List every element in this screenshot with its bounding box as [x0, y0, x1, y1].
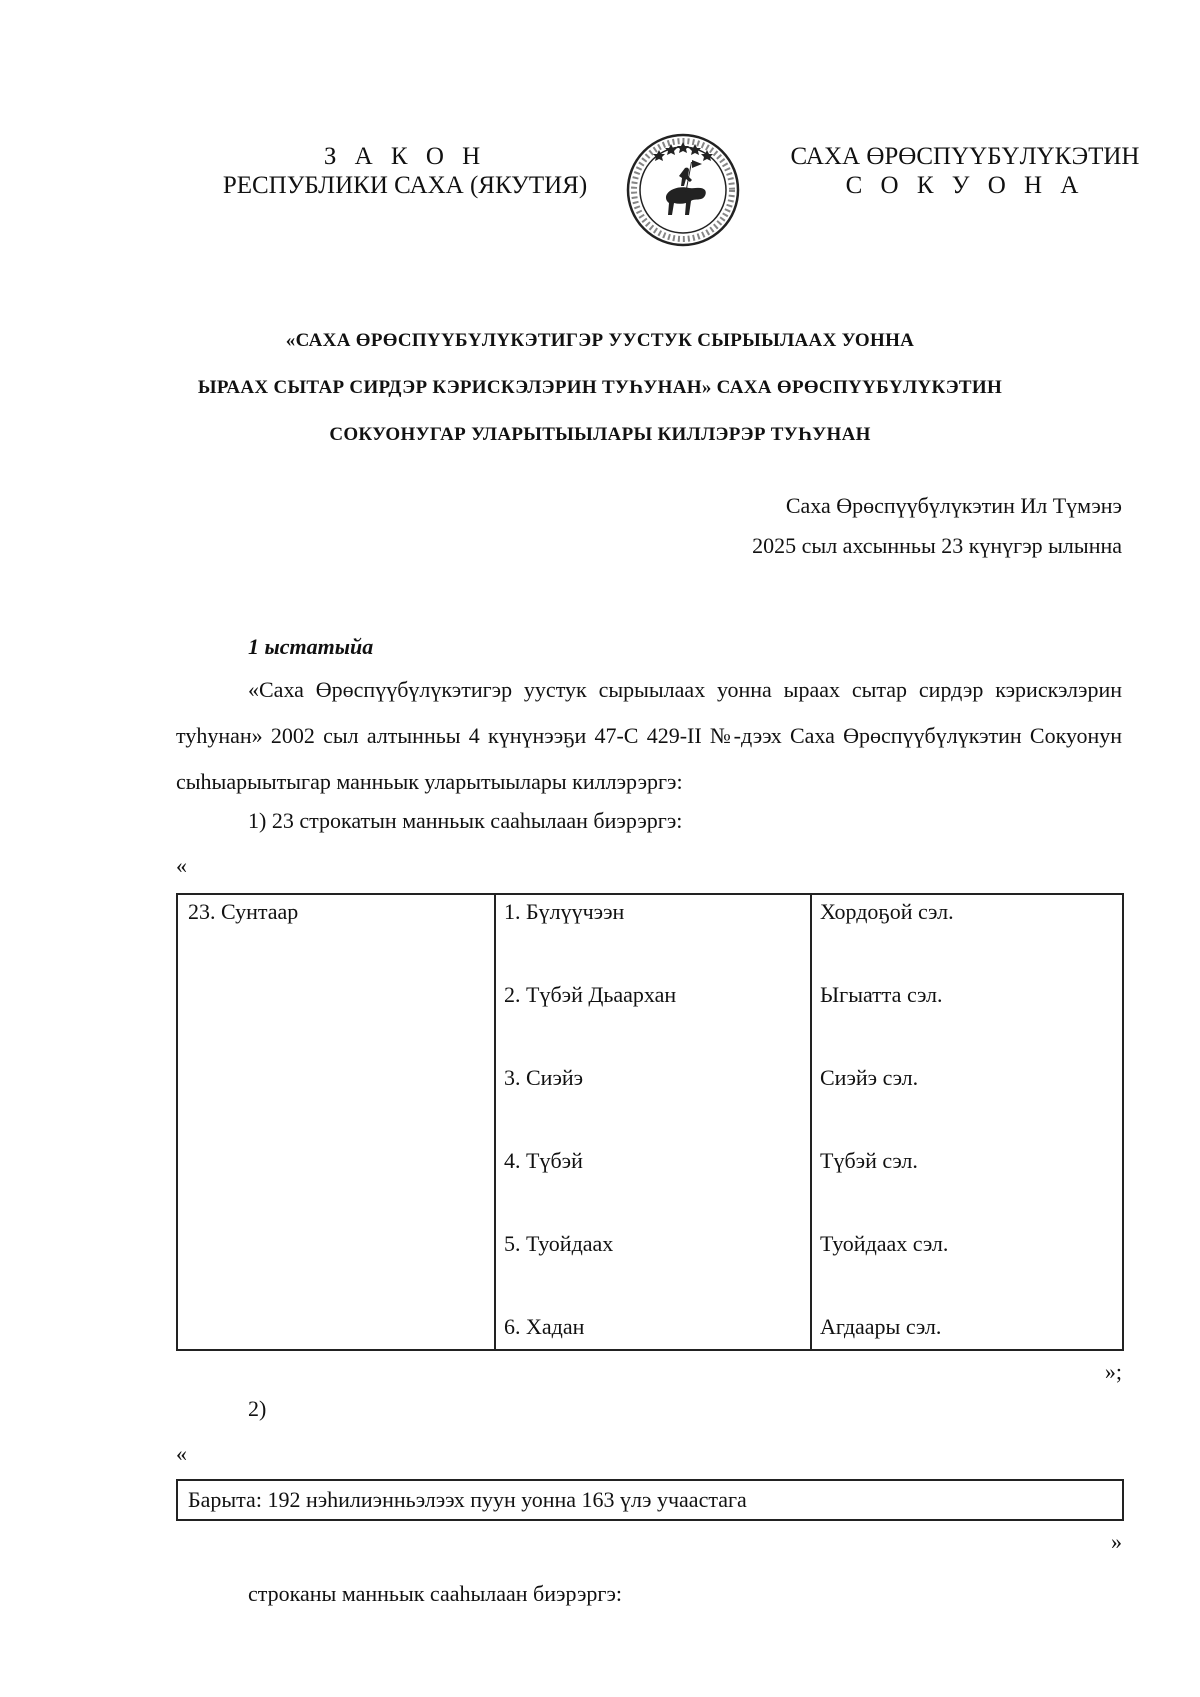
amendment-item-2: 2) — [248, 1396, 267, 1421]
table-settlement-cell: Агдаары сэл. — [820, 1314, 942, 1339]
law-header-russian-line1: З А К О Н — [323, 143, 487, 170]
adoption-date: 2025 сыл ахсынньы 23 күнүгэр ылынна — [752, 533, 1122, 558]
table-place-cell: 5. Туойдаах — [504, 1231, 614, 1256]
law-title-line3: СОКУОНУГАР УЛАРЫТЫЫЛАРЫ КИЛЛЭРЭР ТУҺУНАН — [329, 424, 871, 445]
table-place-cell: 2. Түбэй Дьаархан — [504, 982, 677, 1007]
total-row-box — [176, 1479, 1124, 1521]
total-row-text: Барыта: 192 нэһилиэнньэлээх пуун уонна 163 үлэ учаастага — [188, 1487, 747, 1512]
districts-table — [176, 893, 1124, 1351]
article-heading: 1 ыстатыйа — [248, 634, 374, 659]
table-place-cell: 4. Түбэй — [504, 1148, 583, 1173]
table-place-cell: 1. Бүлүүчээн — [504, 899, 625, 924]
law-header-russian — [210, 142, 600, 200]
law-header-sakha-line1: САХА ӨРӨСПҮҮБҮЛҮКЭТИН — [790, 143, 1140, 170]
table-district-cell: 23. Сунтаар — [188, 899, 299, 924]
table-column-divider — [494, 895, 496, 1349]
close-quote-1: »; — [1104, 1359, 1122, 1384]
table-settlement-cell: Туойдаах сэл. — [820, 1231, 949, 1256]
law-title-line2: ЫРААХ СЫТАР СИРДЭР КЭРИСКЭЛЭРИН ТУҺУНАН» САХА ӨРӨСПҮҮБҮЛҮКЭТИН — [197, 377, 1003, 398]
close-quote-2: » — [1111, 1529, 1122, 1554]
table-place-cell: 6. Хадан — [504, 1314, 585, 1339]
republic-emblem-icon — [625, 132, 741, 248]
amendment-item-1: 1) 23 строкатын манньык сааһылаан биэрэргэ: — [248, 808, 683, 833]
table-settlement-cell: Сиэйэ сэл. — [820, 1065, 919, 1090]
table-column-divider — [810, 895, 812, 1349]
open-quote-1: « — [176, 853, 187, 878]
article-paragraph: «Саха Өрөспүүбүлүкэтигэр уустук сырыылаах уонна ыраах сытар сирдэр кэрискэлэрин туһунан» 2002 сыл алтынньы 4 күнүнээҕи 47-С 429-II №-дээх Саха Өрөспүүбүлүкэтин Сокуонун сыһыарыытыгар манньык уларытыылары киллэрэргэ: — [176, 677, 1122, 794]
table-settlement-cell: Ыгыатта сэл. — [820, 982, 943, 1007]
table-settlement-cell: Хордоҕой сэл. — [820, 899, 954, 924]
law-header-sakha-line2: С О К У О Н А — [845, 172, 1085, 199]
law-header-russian-line2: РЕСПУБЛИКИ САХА (ЯКУТИЯ) — [222, 172, 588, 199]
adoption-body: Саха Өрөспүүбүлүкэтин Ил Түмэнэ — [785, 493, 1122, 518]
table-settlement-cell: Түбэй сэл. — [820, 1148, 918, 1173]
table-place-cell: 3. Сиэйэ — [504, 1065, 584, 1090]
open-quote-2: « — [176, 1441, 187, 1466]
law-header-sakha — [780, 142, 1150, 200]
final-instruction: строканы манньык сааһылаан биэрэргэ: — [248, 1581, 623, 1606]
law-title-line1: «САХА ӨРӨСПҮҮБҮЛҮКЭТИГЭР УУСТУК СЫРЫЫЛААХ УОННА — [285, 330, 915, 351]
